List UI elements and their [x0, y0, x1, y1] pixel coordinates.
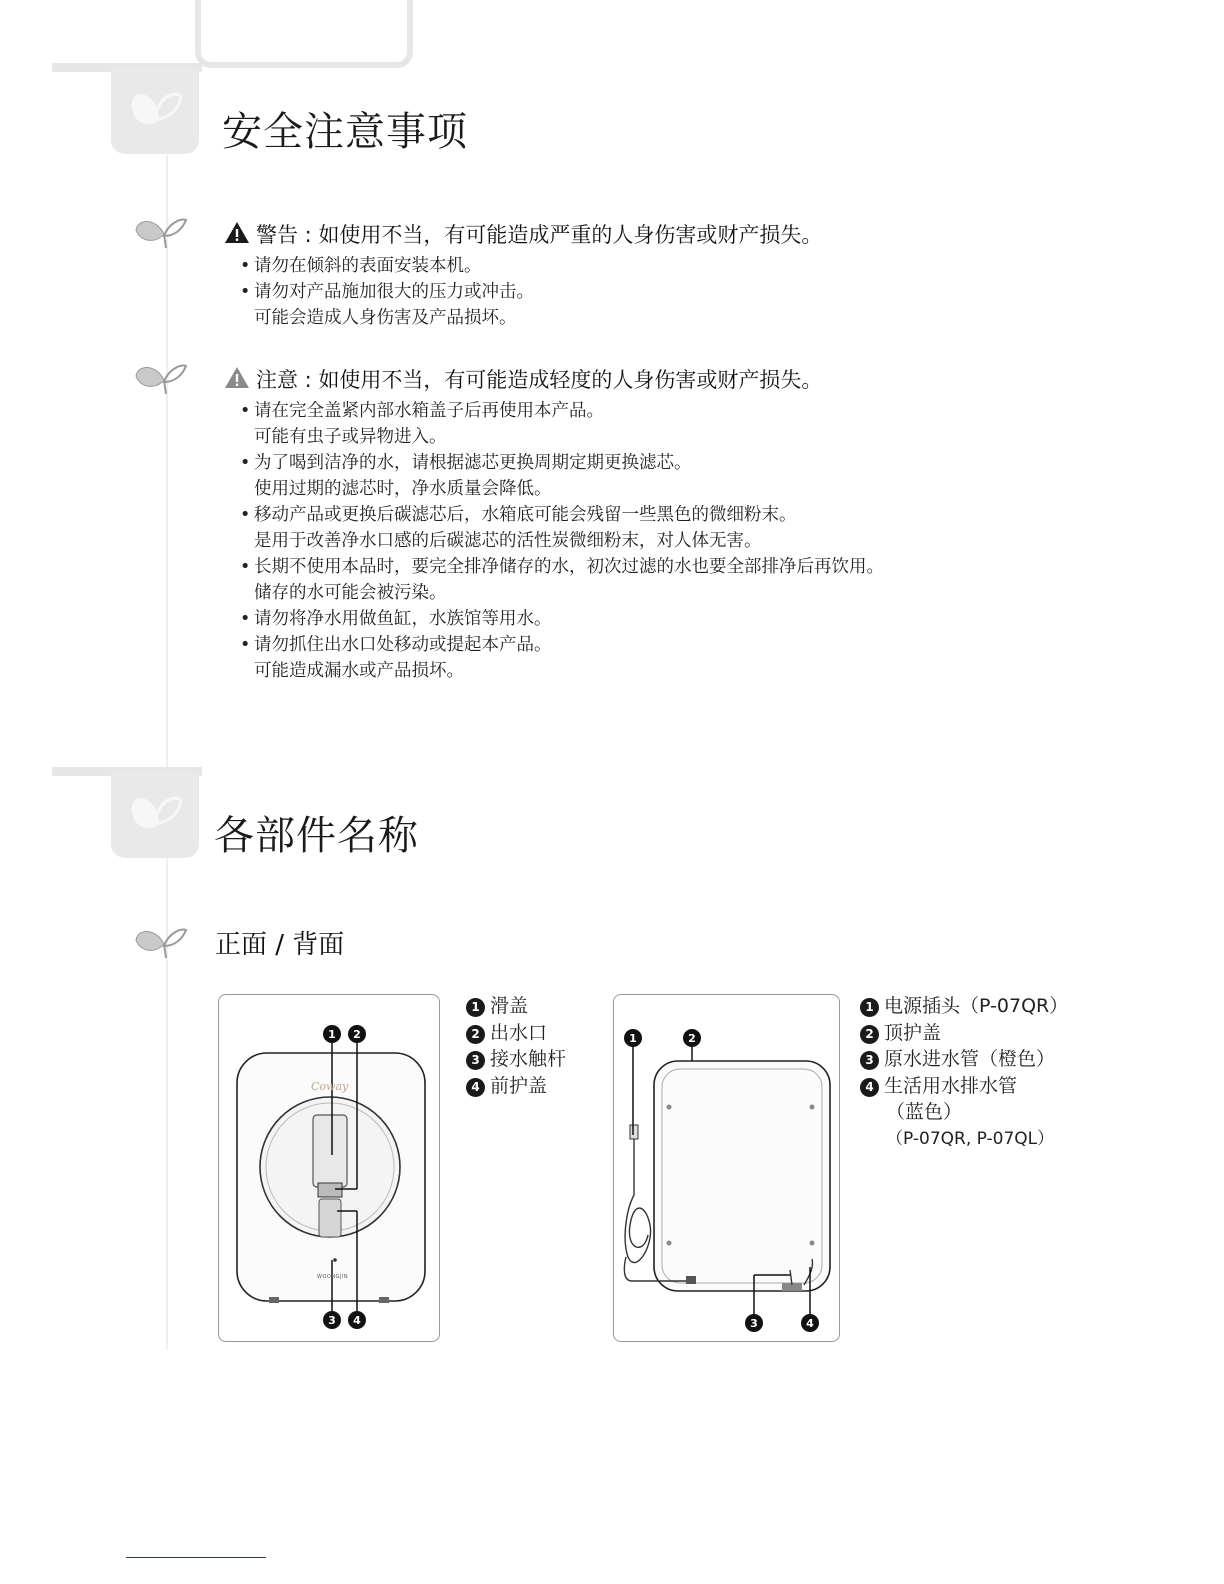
subsection-title: 正面 / 背面 [215, 930, 345, 960]
legend-label: 生活用水排水管 [884, 1074, 1018, 1097]
number-badge: 3 [466, 1051, 485, 1070]
warning-heading [224, 219, 822, 249]
legend-continuation: （P-07QR, P-07QL） [886, 1128, 1055, 1149]
leaf-icon [111, 770, 199, 858]
back-view-illustration [614, 995, 838, 1340]
number-badge: 1 [860, 998, 879, 1017]
svg-text:3: 3 [750, 1317, 758, 1330]
caution-list [240, 398, 884, 684]
list-item-subtext: 储存的水可能会被污染。 [254, 583, 447, 603]
number-badge: 4 [466, 1078, 485, 1097]
list-item-text: 请勿抓住出水口处移动或提起本产品。 [254, 635, 552, 655]
legend-item [860, 1073, 1068, 1100]
list-item: • 为了喝到洁净的水，请根据滤芯更换周期定期更换滤芯。 使用过期的滤芯时，净水质量会降低。 [240, 450, 884, 502]
legend-label: 滑盖 [490, 995, 529, 1017]
legend-label: 出水口 [490, 1021, 548, 1044]
front-view-panel [218, 994, 440, 1342]
number-badge: 4 [860, 1078, 879, 1097]
list-item-text: 请在完全盖紧内部水箱盖子后再使用本产品。 [254, 401, 604, 421]
legend-item [466, 1020, 566, 1047]
svg-text:1: 1 [629, 1032, 637, 1045]
bottom-logo: WOONGJIN [317, 1274, 349, 1280]
svg-text:4: 4 [806, 1317, 814, 1330]
list-item-subtext: 可能会造成人身伤害及产品损坏。 [254, 308, 517, 328]
legend-continuation: （蓝色） [886, 1101, 963, 1123]
margin-line-decoration [166, 155, 168, 1350]
legend-item [860, 1046, 1068, 1073]
legend-item [466, 1046, 566, 1073]
legend-item [466, 1073, 566, 1100]
list-item: • 移动产品或更换后碳滤芯后，水箱底可能会残留一些黑色的微细粉末。 是用于改善净水口感的后碳滤芯的活性炭微细粉末，对人体无害。 [240, 502, 884, 554]
section-title-safety: 安全注意事项 [222, 109, 468, 155]
svg-text:2: 2 [688, 1032, 696, 1045]
list-item-text: 移动产品或更换后碳滤芯后，水箱底可能会残留一些黑色的微细粉末。 [254, 505, 797, 525]
legend-label: 前护盖 [490, 1074, 548, 1097]
list-item-subtext: 是用于改善净水口感的后碳滤芯的活性炭微细粉末，对人体无害。 [254, 531, 762, 551]
caution-colon: : [298, 368, 319, 392]
legend-label: 接水触杆 [490, 1048, 567, 1070]
list-item: • 长期不使用本品时，要完全排净储存的水，初次过滤的水也要全部排净后再饮用。 储存的水可能会被污染。 [240, 554, 884, 606]
list-item: • 请在完全盖紧内部水箱盖子后再使用本产品。 可能有虫子或异物进入。 [240, 398, 884, 450]
list-item: • 请勿将净水用做鱼缸，水族馆等用水。 [240, 609, 552, 629]
svg-text:2: 2 [353, 1028, 361, 1041]
caution-label: 注意 [256, 368, 298, 392]
number-badge: 1 [466, 998, 485, 1017]
legend-label: 顶护盖 [884, 1021, 942, 1044]
number-badge: 2 [466, 1025, 485, 1044]
list-item-subtext: 可能有虫子或异物进入。 [254, 427, 447, 447]
list-item-text: 请勿在倾斜的表面安装本机。 [254, 256, 482, 276]
legend-label: 原水进水管（橙色） [884, 1048, 1056, 1070]
back-view-panel [613, 994, 840, 1342]
svg-text:1: 1 [328, 1028, 336, 1041]
list-item: • 请勿对产品施加很大的压力或冲击。 可能会造成人身伤害及产品损坏。 [240, 279, 534, 331]
warning-colon: : [298, 223, 319, 247]
svg-text:3: 3 [328, 1314, 336, 1327]
warning-list [240, 253, 534, 331]
list-item-text: 请勿将净水用做鱼缸，水族馆等用水。 [254, 609, 552, 629]
brand-logo: Coway [311, 1080, 349, 1093]
footer-line [126, 1557, 266, 1558]
front-view-illustration [219, 995, 438, 1340]
caution-desc: 如使用不当，有可能造成轻度的人身伤害或财产损失。 [318, 368, 823, 392]
list-item-text: 长期不使用本品时，要完全排净储存的水，初次过滤的水也要全部排净后再饮用。 [254, 557, 884, 577]
leaf-icon [111, 66, 199, 154]
warning-triangle-icon [224, 221, 250, 249]
warning-desc: 如使用不当，有可能造成严重的人身伤害或财产损失。 [318, 223, 823, 247]
sprout-icon [134, 362, 188, 394]
header-frame-decoration [195, 0, 413, 68]
caution-heading [224, 364, 822, 394]
warning-label: 警告 [256, 223, 298, 247]
legend-item [860, 1020, 1068, 1047]
sprout-icon [134, 216, 188, 248]
list-item-subtext: 使用过期的滤芯时，净水质量会降低。 [254, 479, 552, 499]
list-item-subtext: 可能造成漏水或产品损坏。 [254, 661, 464, 681]
number-badge: 3 [860, 1051, 879, 1070]
back-legend [860, 993, 1068, 1152]
svg-text:4: 4 [353, 1314, 361, 1327]
caution-triangle-icon [224, 366, 250, 394]
list-item-text: 为了喝到洁净的水，请根据滤芯更换周期定期更换滤芯。 [254, 453, 692, 473]
legend-label: 电源插头（P-07QR） [884, 995, 1069, 1017]
front-legend [466, 993, 566, 1099]
list-item: • 请勿在倾斜的表面安装本机。 [240, 256, 482, 276]
list-item: • 请勿抓住出水口处移动或提起本产品。 可能造成漏水或产品损坏。 [240, 632, 884, 684]
sprout-icon [134, 926, 188, 958]
section-title-parts: 各部件名称 [214, 813, 419, 859]
legend-item [860, 993, 1068, 1020]
list-item-text: 请勿对产品施加很大的压力或冲击。 [254, 282, 534, 302]
number-badge: 2 [860, 1025, 879, 1044]
legend-item [466, 993, 566, 1020]
